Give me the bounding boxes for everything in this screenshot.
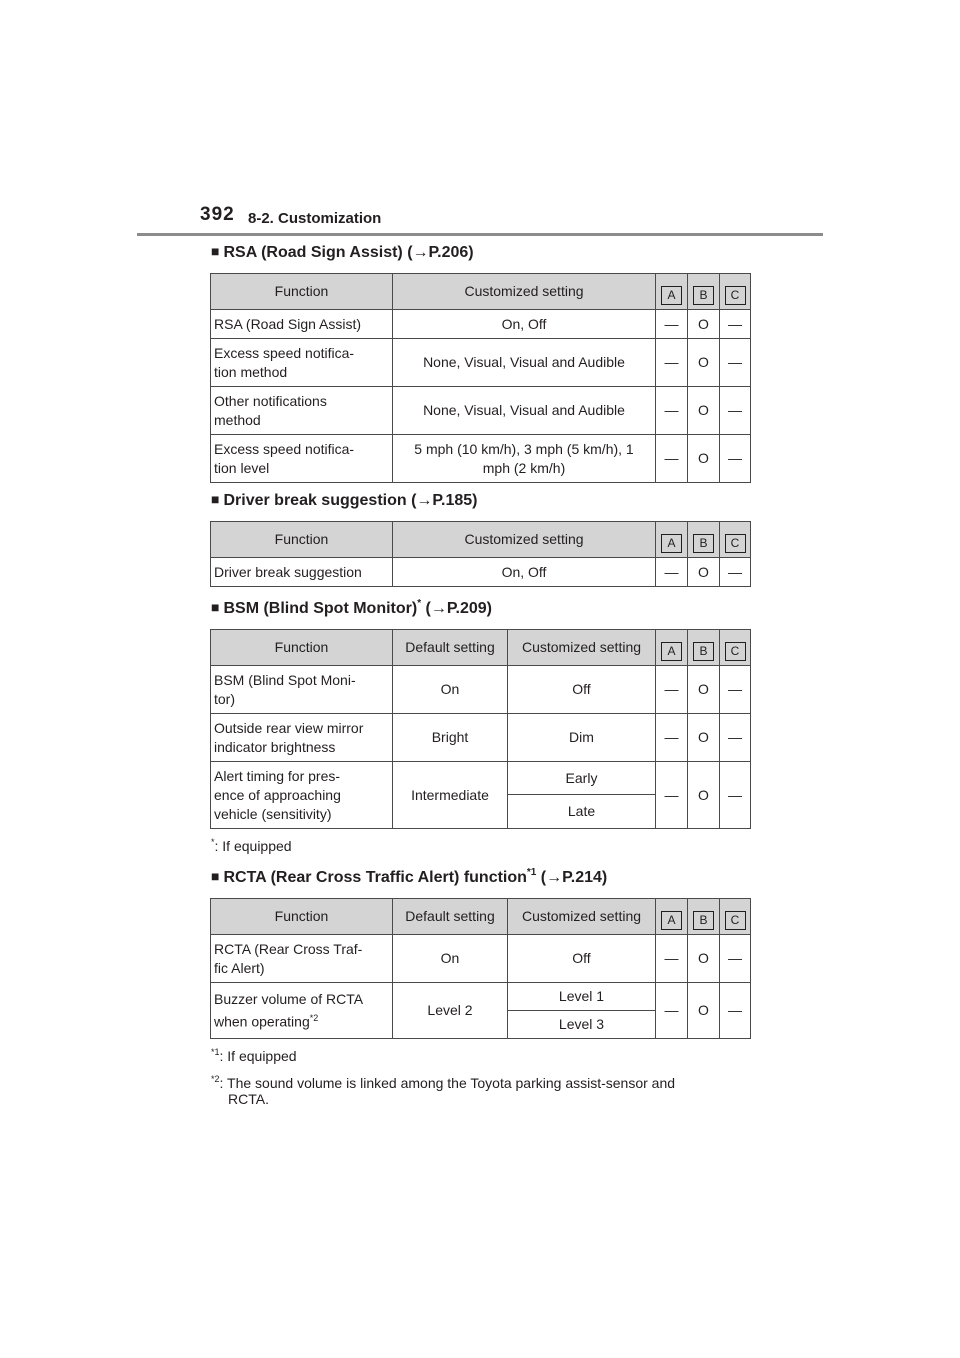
cell-default: Bright	[393, 714, 508, 762]
rsa-section-title: ■ RSA (Road Sign Assist) (→P.206)	[211, 243, 474, 261]
table-row	[211, 387, 751, 435]
break-table	[210, 521, 751, 587]
square-bullet-icon: ■	[211, 599, 220, 615]
rcta-section-title: ■ RCTA (Rear Cross Traffic Alert) function$^{*1}$ (→P.214)	[211, 867, 608, 886]
footnote-mark: *1	[211, 1047, 220, 1057]
page-number: 392	[200, 204, 235, 225]
table-row	[211, 666, 751, 714]
cell-a: —	[656, 666, 688, 714]
footnote-text: : If equipped	[214, 838, 292, 854]
c-box-icon: C	[725, 534, 746, 553]
cell-b: O	[688, 435, 720, 483]
cell-b: O	[688, 310, 720, 339]
cell-function: Alert timing for pres- ence of approaching vehicle (sensitivity)	[211, 762, 393, 829]
square-bullet-icon: ■	[211, 868, 220, 884]
header-c	[720, 522, 751, 558]
cell-c: —	[720, 310, 751, 339]
cell-c: —	[720, 935, 751, 983]
table-row	[211, 714, 751, 762]
cell-customized: None, Visual, Visual and Audible	[393, 387, 656, 435]
cell-b: O	[688, 387, 720, 435]
header-b	[688, 274, 720, 310]
cell-b: O	[688, 558, 720, 587]
header-b	[688, 630, 720, 666]
break-page-ref[interactable]: P.185	[432, 492, 473, 509]
header-c	[720, 274, 751, 310]
cell-default: On	[393, 935, 508, 983]
cell-customized: On, Off	[393, 310, 656, 339]
header-customized: Customized setting	[393, 522, 656, 558]
table-header-row	[211, 899, 751, 935]
bsm-title-text: BSM (Blind Spot Monitor)	[223, 600, 418, 617]
cell-b: O	[688, 714, 720, 762]
cell-customized: 5 mph (10 km/h), 3 mph (5 km/h), 1 mph (2 km/h)	[393, 435, 656, 483]
break-section-title: ■ Driver break suggestion (→P.185)	[211, 491, 478, 509]
a-box-icon: A	[661, 642, 682, 661]
bsm-title-mark: *	[417, 598, 422, 609]
square-bullet-icon: ■	[211, 243, 220, 259]
cell-customized: Late	[508, 795, 656, 829]
arrow-right-icon: →	[430, 600, 447, 617]
b-box-icon: B	[693, 534, 714, 553]
cell-a: —	[656, 435, 688, 483]
footnote-text: : The sound volume is linked among the Toyota parking assist-sensor and	[219, 1075, 676, 1091]
table-header-row	[211, 630, 751, 666]
header-c	[720, 899, 751, 935]
cell-a: —	[656, 935, 688, 983]
cell-c: —	[720, 983, 751, 1039]
header-function: Function	[211, 630, 393, 666]
rsa-title-text: RSA (Road Sign Assist) (	[223, 244, 413, 261]
footnote-text: : If equipped	[219, 1048, 297, 1064]
header-a	[656, 630, 688, 666]
bsm-footnote	[211, 837, 292, 854]
cell-b: O	[688, 666, 720, 714]
header-customized: Customized setting	[393, 274, 656, 310]
rsa-page-ref[interactable]: P.206	[428, 244, 469, 261]
cell-c: —	[720, 558, 751, 587]
arrow-right-icon: →	[546, 869, 563, 886]
cell-function: BSM (Blind Spot Moni- tor)	[211, 666, 393, 714]
footnote-text-continued: RCTA.	[228, 1091, 269, 1107]
table-row	[211, 339, 751, 387]
b-box-icon: B	[693, 286, 714, 305]
b-box-icon: B	[693, 642, 714, 661]
cell-c: —	[720, 339, 751, 387]
cell-b: O	[688, 935, 720, 983]
header-function: Function	[211, 522, 393, 558]
header-customized: Customized setting	[508, 630, 656, 666]
header-function: Function	[211, 899, 393, 935]
function-mark: *2	[309, 1012, 319, 1023]
cell-customized: Off	[508, 935, 656, 983]
cell-default: Level 2	[393, 983, 508, 1039]
rcta-title-text: RCTA (Rear Cross Traffic Alert) function	[223, 869, 527, 886]
cell-function: Other notifications method	[211, 387, 393, 435]
cell-function: Excess speed notifica- tion level	[211, 435, 393, 483]
rcta-page-ref[interactable]: P.214	[562, 869, 602, 886]
bsm-section-title: ■ BSM (Blind Spot Monitor)* (→P.209)	[211, 598, 492, 617]
cell-function: Excess speed notifica- tion method	[211, 339, 393, 387]
a-box-icon: A	[661, 911, 682, 930]
table-row	[211, 310, 751, 339]
bsm-page-ref[interactable]: P.209	[446, 600, 487, 617]
cell-b: O	[688, 339, 720, 387]
cell-customized: On, Off	[393, 558, 656, 587]
bsm-table	[210, 629, 751, 829]
cell-a: —	[656, 310, 688, 339]
square-bullet-icon: ■	[211, 491, 220, 507]
cell-a: —	[656, 339, 688, 387]
table-row	[211, 983, 751, 1011]
table-row	[211, 762, 751, 795]
cell-c: —	[720, 666, 751, 714]
header-a	[656, 522, 688, 558]
cell-default: Intermediate	[393, 762, 508, 829]
cell-a: —	[656, 983, 688, 1039]
cell-customized: None, Visual, Visual and Audible	[393, 339, 656, 387]
c-box-icon: C	[725, 911, 746, 930]
header-c	[720, 630, 751, 666]
cell-function	[211, 983, 393, 1039]
break-title-text: Driver break suggestion (	[223, 492, 417, 509]
header-b	[688, 522, 720, 558]
table-row	[211, 558, 751, 587]
cell-c: —	[720, 387, 751, 435]
section-name: 8-2. Customization	[248, 210, 382, 227]
rcta-table	[210, 898, 751, 1039]
a-box-icon: A	[661, 534, 682, 553]
cell-a: —	[656, 714, 688, 762]
header-a	[656, 274, 688, 310]
cell-function: Driver break suggestion	[211, 558, 393, 587]
cell-c: —	[720, 762, 751, 829]
cell-c: —	[720, 714, 751, 762]
header-default: Default setting	[393, 899, 508, 935]
cell-a: —	[656, 387, 688, 435]
cell-a: —	[656, 762, 688, 829]
header-rule	[137, 233, 823, 236]
rsa-table	[210, 273, 751, 483]
header-a	[656, 899, 688, 935]
footnote-mark: *2	[211, 1074, 220, 1084]
header-default: Default setting	[393, 630, 508, 666]
table-row	[211, 435, 751, 483]
cell-default: On	[393, 666, 508, 714]
rcta-footnote-2	[211, 1074, 675, 1107]
table-row	[211, 935, 751, 983]
cell-function: Outside rear view mirror indicator brightness	[211, 714, 393, 762]
table-header-row	[211, 274, 751, 310]
arrow-right-icon: →	[412, 244, 429, 261]
b-box-icon: B	[693, 911, 714, 930]
cell-customized: Level 1	[508, 983, 656, 1011]
cell-customized: Level 3	[508, 1011, 656, 1039]
cell-customized: Dim	[508, 714, 656, 762]
a-box-icon: A	[661, 286, 682, 305]
cell-function: RCTA (Rear Cross Traf- fic Alert)	[211, 935, 393, 983]
rcta-title-mark: *1	[526, 867, 537, 878]
rcta-footnote-1	[211, 1047, 297, 1064]
c-box-icon: C	[725, 286, 746, 305]
function-text: Buzzer volume of RCTA when operating	[214, 990, 364, 1030]
header-function: Function	[211, 274, 393, 310]
table-header-row	[211, 522, 751, 558]
cell-b: O	[688, 762, 720, 829]
cell-customized: Off	[508, 666, 656, 714]
c-box-icon: C	[725, 642, 746, 661]
arrow-right-icon: →	[416, 492, 433, 509]
cell-c: —	[720, 435, 751, 483]
footnote-mark: *	[211, 837, 215, 847]
cell-customized: Early	[508, 762, 656, 795]
header-customized: Customized setting	[508, 899, 656, 935]
cell-a: —	[656, 558, 688, 587]
header-b	[688, 899, 720, 935]
cell-b: O	[688, 983, 720, 1039]
cell-function: RSA (Road Sign Assist)	[211, 310, 393, 339]
